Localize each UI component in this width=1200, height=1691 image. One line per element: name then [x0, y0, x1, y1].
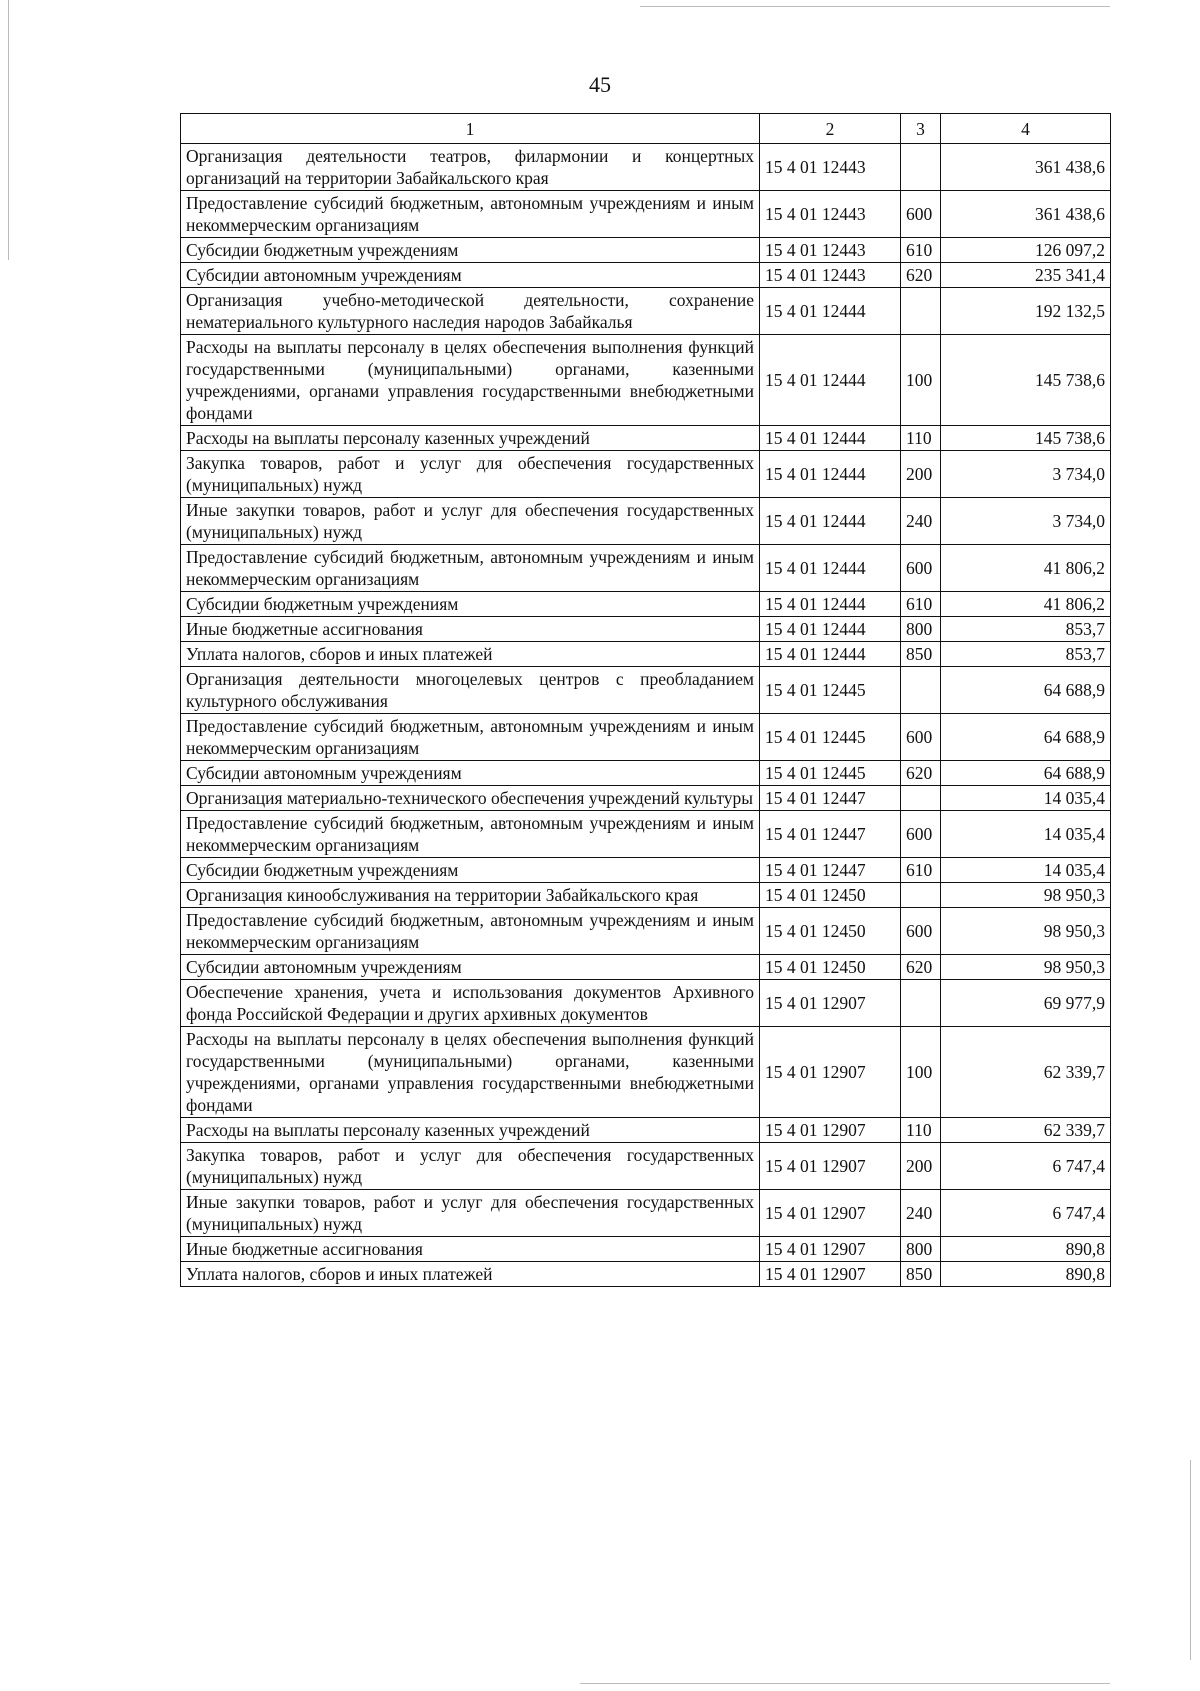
table-row: [181, 955, 1111, 980]
table-header: [181, 114, 1111, 144]
table-row: [181, 1190, 1111, 1237]
row-name: Иные бюджетные ассигнования: [181, 1237, 760, 1262]
row-code: 15 4 01 12444: [760, 451, 901, 498]
row-expense-type: 620: [901, 761, 941, 786]
row-name: Предоставление субсидий бюджетным, автономным учреждениям и иным некоммерческим организациям: [181, 191, 760, 238]
row-name: Организация деятельности театров, филармонии и концертных организаций на территории Забайкальского края: [181, 144, 760, 191]
row-expense-type: 800: [901, 617, 941, 642]
row-amount: 361 438,6: [941, 144, 1111, 191]
row-code: 15 4 01 12447: [760, 811, 901, 858]
row-expense-type: 610: [901, 238, 941, 263]
row-name: Уплата налогов, сборов и иных платежей: [181, 642, 760, 667]
table-row: [181, 144, 1111, 191]
row-expense-type: 100: [901, 1027, 941, 1118]
row-code: 15 4 01 12444: [760, 642, 901, 667]
row-name: Предоставление субсидий бюджетным, автономным учреждениям и иным некоммерческим организациям: [181, 908, 760, 955]
row-code: 15 4 01 12450: [760, 908, 901, 955]
row-code: 15 4 01 12447: [760, 786, 901, 811]
row-amount: 145 738,6: [941, 335, 1111, 426]
row-amount: 361 438,6: [941, 191, 1111, 238]
row-code: 15 4 01 12443: [760, 263, 901, 288]
row-code: 15 4 01 12907: [760, 1143, 901, 1190]
scan-edge-top: [640, 6, 1110, 7]
scan-edge-left: [8, 0, 9, 260]
row-name: Закупка товаров, работ и услуг для обеспечения государственных (муниципальных) нужд: [181, 451, 760, 498]
row-name: Субсидии автономным учреждениям: [181, 263, 760, 288]
row-name: Расходы на выплаты персоналу в целях обеспечения выполнения функций государственными (муниципальными) органами, казенными учреждениями, органами управления государственными внебюджетными фондами: [181, 335, 760, 426]
row-name: Иные закупки товаров, работ и услуг для обеспечения государственных (муниципальных) нужд: [181, 1190, 760, 1237]
row-amount: 3 734,0: [941, 498, 1111, 545]
table-row: [181, 908, 1111, 955]
row-code: 15 4 01 12445: [760, 667, 901, 714]
scan-edge-right: [1190, 1460, 1191, 1660]
row-amount: 41 806,2: [941, 592, 1111, 617]
row-code: 15 4 01 12450: [760, 883, 901, 908]
row-name: Расходы на выплаты персоналу казенных учреждений: [181, 426, 760, 451]
header-col-2: 2: [760, 114, 901, 144]
row-code: 15 4 01 12444: [760, 498, 901, 545]
row-amount: 64 688,9: [941, 761, 1111, 786]
row-code: 15 4 01 12444: [760, 617, 901, 642]
row-amount: 3 734,0: [941, 451, 1111, 498]
row-amount: 853,7: [941, 617, 1111, 642]
row-code: 15 4 01 12447: [760, 858, 901, 883]
row-name: Расходы на выплаты персоналу казенных учреждений: [181, 1118, 760, 1143]
row-expense-type: 600: [901, 191, 941, 238]
table-row: [181, 980, 1111, 1027]
table-row: [181, 545, 1111, 592]
table-row: [181, 858, 1111, 883]
row-expense-type: 850: [901, 642, 941, 667]
row-name: Организация материально-технического обеспечения учреждений культуры: [181, 786, 760, 811]
table-row: [181, 811, 1111, 858]
table-row: [181, 335, 1111, 426]
row-expense-type: 800: [901, 1237, 941, 1262]
row-expense-type: 600: [901, 811, 941, 858]
table-row: [181, 786, 1111, 811]
header-col-4: 4: [941, 114, 1111, 144]
row-code: 15 4 01 12444: [760, 426, 901, 451]
table-row: [181, 1118, 1111, 1143]
row-expense-type: 610: [901, 858, 941, 883]
row-code: 15 4 01 12443: [760, 144, 901, 191]
header-col-3: 3: [901, 114, 941, 144]
row-expense-type: [901, 786, 941, 811]
table-row: [181, 714, 1111, 761]
row-code: 15 4 01 12444: [760, 592, 901, 617]
row-name: Закупка товаров, работ и услуг для обеспечения государственных (муниципальных) нужд: [181, 1143, 760, 1190]
row-code: 15 4 01 12907: [760, 1262, 901, 1287]
row-amount: 6 747,4: [941, 1143, 1111, 1190]
row-code: 15 4 01 12450: [760, 955, 901, 980]
row-amount: 853,7: [941, 642, 1111, 667]
page-number: 45: [589, 72, 611, 97]
table-row: [181, 1143, 1111, 1190]
table-row: [181, 238, 1111, 263]
row-name: Организация деятельности многоцелевых центров с преобладанием культурного обслуживания: [181, 667, 760, 714]
row-name: Обеспечение хранения, учета и использования документов Архивного фонда Российской Федерации и других архивных документов: [181, 980, 760, 1027]
row-amount: 235 341,4: [941, 263, 1111, 288]
row-expense-type: [901, 883, 941, 908]
table-row: [181, 263, 1111, 288]
row-amount: 14 035,4: [941, 786, 1111, 811]
row-expense-type: 620: [901, 955, 941, 980]
row-code: 15 4 01 12444: [760, 335, 901, 426]
row-amount: 62 339,7: [941, 1118, 1111, 1143]
row-code: 15 4 01 12443: [760, 191, 901, 238]
row-code: 15 4 01 12445: [760, 761, 901, 786]
table-row: [181, 1237, 1111, 1262]
row-expense-type: 600: [901, 714, 941, 761]
row-code: 15 4 01 12907: [760, 980, 901, 1027]
row-amount: 14 035,4: [941, 811, 1111, 858]
row-name: Предоставление субсидий бюджетным, автономным учреждениям и иным некоммерческим организациям: [181, 714, 760, 761]
budget-table: [180, 113, 1111, 1287]
row-name: Предоставление субсидий бюджетным, автономным учреждениям и иным некоммерческим организациям: [181, 545, 760, 592]
table-row: [181, 667, 1111, 714]
row-expense-type: 610: [901, 592, 941, 617]
row-amount: 14 035,4: [941, 858, 1111, 883]
row-expense-type: 600: [901, 908, 941, 955]
row-code: 15 4 01 12444: [760, 545, 901, 592]
row-expense-type: 240: [901, 1190, 941, 1237]
row-name: Субсидии автономным учреждениям: [181, 761, 760, 786]
row-amount: 98 950,3: [941, 908, 1111, 955]
table-row: [181, 761, 1111, 786]
row-code: 15 4 01 12907: [760, 1118, 901, 1143]
row-name: Организация учебно-методической деятельности, сохранение нематериального культурного наследия народов Забайкалья: [181, 288, 760, 335]
row-expense-type: 110: [901, 426, 941, 451]
row-code: 15 4 01 12443: [760, 238, 901, 263]
row-name: Расходы на выплаты персоналу в целях обеспечения выполнения функций государственными (муниципальными) органами, казенными учреждениями, органами управления государственными внебюджетными фондами: [181, 1027, 760, 1118]
row-amount: 62 339,7: [941, 1027, 1111, 1118]
table-row: [181, 592, 1111, 617]
row-name: Иные закупки товаров, работ и услуг для обеспечения государственных (муниципальных) нужд: [181, 498, 760, 545]
row-name: Организация кинообслуживания на территории Забайкальского края: [181, 883, 760, 908]
row-amount: 98 950,3: [941, 883, 1111, 908]
row-amount: 64 688,9: [941, 714, 1111, 761]
header-row: [181, 114, 1111, 144]
row-amount: 64 688,9: [941, 667, 1111, 714]
row-expense-type: 100: [901, 335, 941, 426]
row-name: Субсидии бюджетным учреждениям: [181, 238, 760, 263]
row-expense-type: [901, 288, 941, 335]
row-name: Предоставление субсидий бюджетным, автономным учреждениям и иным некоммерческим организациям: [181, 811, 760, 858]
row-expense-type: 600: [901, 545, 941, 592]
row-amount: 98 950,3: [941, 955, 1111, 980]
row-amount: 126 097,2: [941, 238, 1111, 263]
row-name: Уплата налогов, сборов и иных платежей: [181, 1262, 760, 1287]
row-expense-type: 200: [901, 451, 941, 498]
row-amount: 890,8: [941, 1262, 1111, 1287]
row-expense-type: 200: [901, 1143, 941, 1190]
table-row: [181, 451, 1111, 498]
table-row: [181, 191, 1111, 238]
row-code: 15 4 01 12444: [760, 288, 901, 335]
row-amount: 69 977,9: [941, 980, 1111, 1027]
table-body: [181, 144, 1111, 1287]
row-name: Иные бюджетные ассигнования: [181, 617, 760, 642]
row-expense-type: 620: [901, 263, 941, 288]
table-row: [181, 883, 1111, 908]
row-amount: 41 806,2: [941, 545, 1111, 592]
table-row: [181, 498, 1111, 545]
header-col-1: 1: [181, 114, 760, 144]
row-expense-type: [901, 144, 941, 191]
row-name: Субсидии автономным учреждениям: [181, 955, 760, 980]
row-code: 15 4 01 12907: [760, 1237, 901, 1262]
row-amount: 890,8: [941, 1237, 1111, 1262]
row-expense-type: [901, 980, 941, 1027]
row-name: Субсидии бюджетным учреждениям: [181, 858, 760, 883]
row-code: 15 4 01 12445: [760, 714, 901, 761]
row-amount: 6 747,4: [941, 1190, 1111, 1237]
row-expense-type: 850: [901, 1262, 941, 1287]
table-row: [181, 617, 1111, 642]
table-row: [181, 1027, 1111, 1118]
scan-edge-bottom: [580, 1683, 1110, 1684]
table-row: [181, 642, 1111, 667]
row-name: Субсидии бюджетным учреждениям: [181, 592, 760, 617]
row-amount: 145 738,6: [941, 426, 1111, 451]
table-row: [181, 1262, 1111, 1287]
table-row: [181, 288, 1111, 335]
table-row: [181, 426, 1111, 451]
row-expense-type: 240: [901, 498, 941, 545]
row-expense-type: 110: [901, 1118, 941, 1143]
row-code: 15 4 01 12907: [760, 1190, 901, 1237]
row-expense-type: [901, 667, 941, 714]
row-amount: 192 132,5: [941, 288, 1111, 335]
row-code: 15 4 01 12907: [760, 1027, 901, 1118]
